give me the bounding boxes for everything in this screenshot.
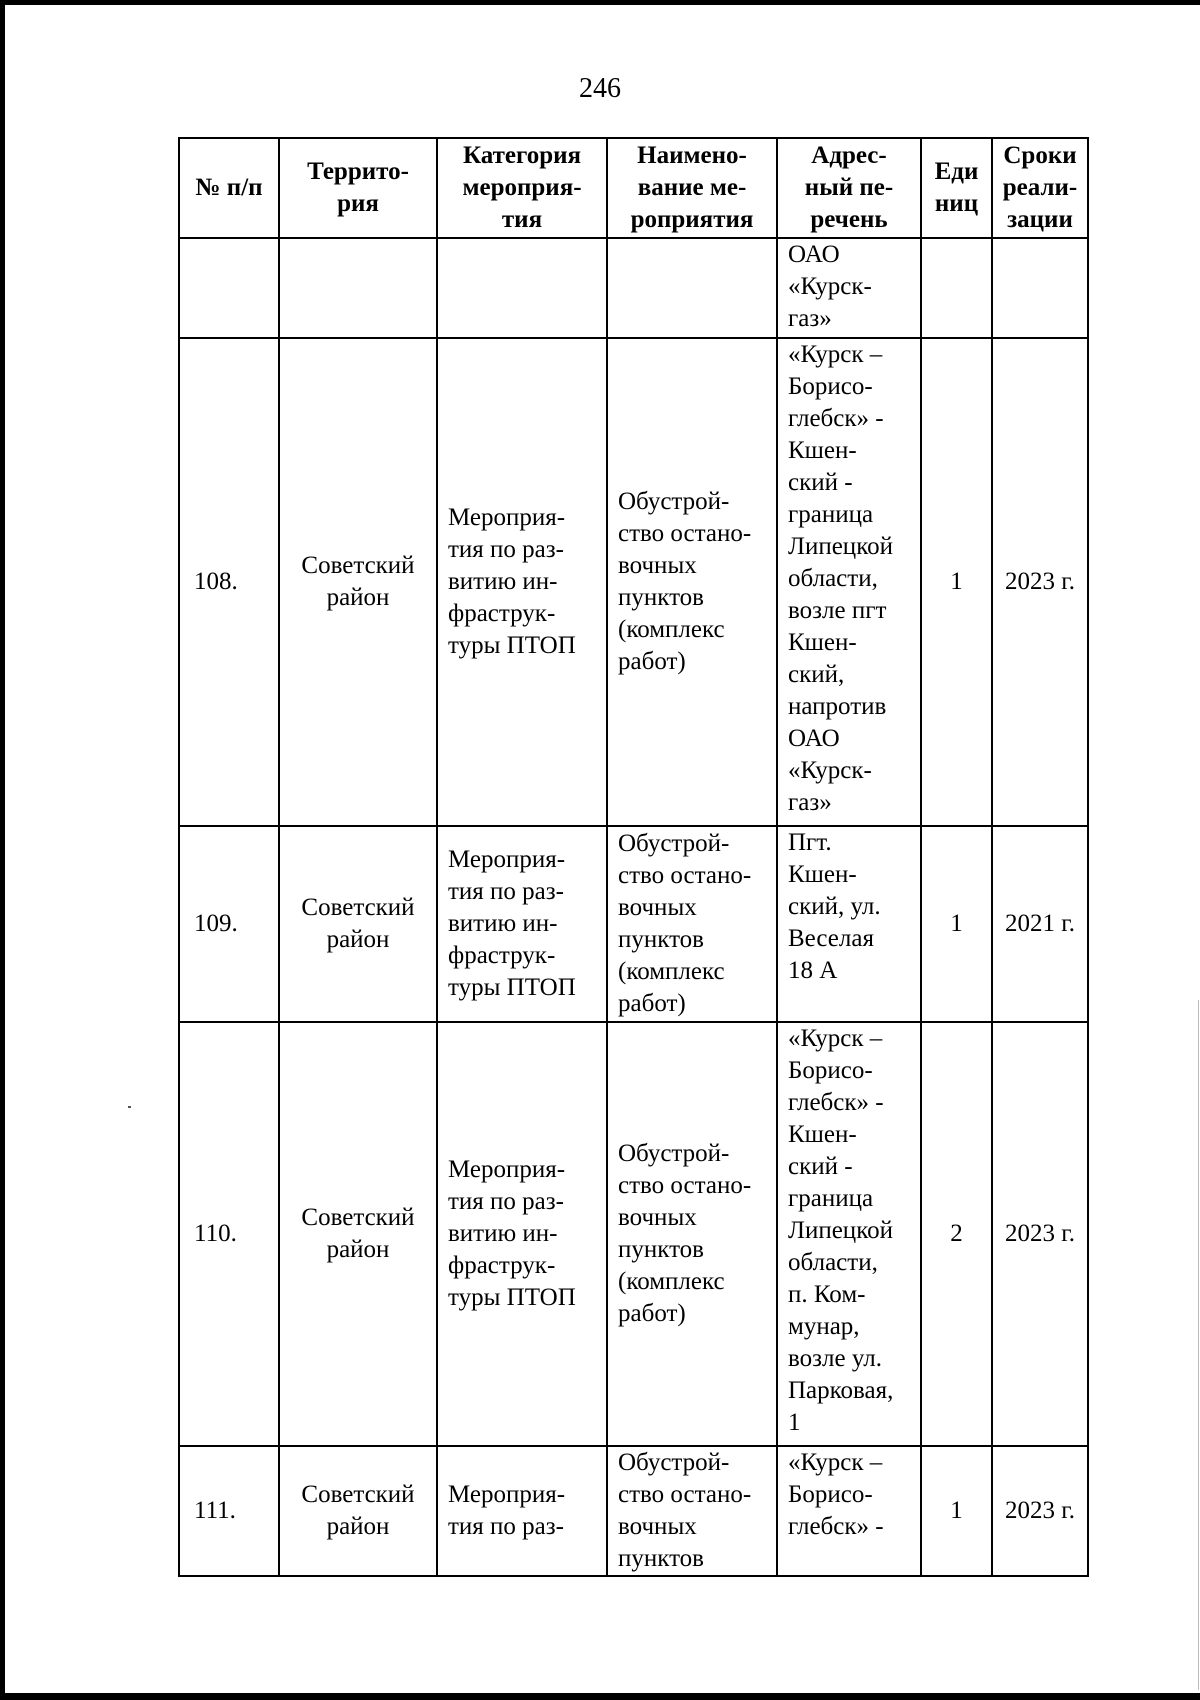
table-row: [179, 1022, 1088, 1446]
cell-address: «Курск – Борисо- глебск» - Кшен- ский - граница Липецкой области, возле пгт Кшен- ский, напротив ОАО «Курск- газ»: [777, 338, 921, 826]
cell-category: Мероприя- тия по раз-: [437, 1446, 607, 1576]
activities-table: [178, 137, 1089, 1577]
cell-address: «Курск – Борисо- глебск» - Кшен- ский - граница Липецкой области, п. Ком- мунар, возле ул. Парковая, 1: [777, 1022, 921, 1446]
cell-territory: Советский район: [279, 338, 437, 826]
header-number: № п/п: [179, 138, 279, 238]
cell-units: [921, 238, 992, 338]
cell-units: 1: [921, 338, 992, 826]
header-units: Еди ниц: [921, 138, 992, 238]
table-row: [179, 826, 1088, 1022]
header-term: Сроки реали- зации: [992, 138, 1088, 238]
cell-territory: [279, 238, 437, 338]
cell-units: 2: [921, 1022, 992, 1446]
cell-name: Обустрой- ство остано- вочных пунктов (комплекс работ): [607, 338, 777, 826]
header-category: Категория мероприя- тия: [437, 138, 607, 238]
scan-border-bottom: [0, 1693, 1200, 1700]
table-row: [179, 338, 1088, 826]
table-header-row: [179, 138, 1088, 238]
cell-term: 2023 г.: [992, 1022, 1088, 1446]
cell-term: 2021 г.: [992, 826, 1088, 1022]
cell-name: Обустрой- ство остано- вочных пунктов: [607, 1446, 777, 1576]
cell-territory: Советский район: [279, 1446, 437, 1576]
cell-number: 109.: [179, 826, 279, 1022]
header-name: Наимено- вание ме- роприятия: [607, 138, 777, 238]
cell-name: Обустрой- ство остано- вочных пунктов (комплекс работ): [607, 1022, 777, 1446]
cell-number: 110.: [179, 1022, 279, 1446]
cell-category: Мероприя- тия по раз- витию ин- фраструк- туры ПТОП: [437, 826, 607, 1022]
cell-number: 108.: [179, 338, 279, 826]
scan-border-left: [0, 0, 5, 1700]
cell-category: Мероприя- тия по раз- витию ин- фраструк- туры ПТОП: [437, 1022, 607, 1446]
cell-address: «Курск – Борисо- глебск» -: [777, 1446, 921, 1576]
scan-border-top: [0, 0, 1200, 5]
scan-border-right: [1198, 1000, 1199, 1690]
cell-territory: Советский район: [279, 826, 437, 1022]
cell-address: ОАО «Курск- газ»: [777, 238, 921, 338]
cell-number: [179, 238, 279, 338]
scan-speck: [128, 1106, 131, 1108]
cell-number: 111.: [179, 1446, 279, 1576]
cell-term: [992, 238, 1088, 338]
cell-territory: Советский район: [279, 1022, 437, 1446]
cell-term: 2023 г.: [992, 338, 1088, 826]
page-number: 246: [579, 73, 621, 104]
cell-term: 2023 г.: [992, 1446, 1088, 1576]
cell-name: Обустрой- ство остано- вочных пунктов (комплекс работ): [607, 826, 777, 1022]
cell-units: 1: [921, 1446, 992, 1576]
table-row-continuation: [179, 238, 1088, 338]
header-territory: Террито- рия: [279, 138, 437, 238]
cell-address: Пгт. Кшен- ский, ул. Веселая 18 А: [777, 826, 921, 1022]
cell-units: 1: [921, 826, 992, 1022]
cell-category: Мероприя- тия по раз- витию ин- фраструк- туры ПТОП: [437, 338, 607, 826]
table-row: [179, 1446, 1088, 1576]
cell-name: [607, 238, 777, 338]
cell-category: [437, 238, 607, 338]
header-address: Адрес- ный пе- речень: [777, 138, 921, 238]
